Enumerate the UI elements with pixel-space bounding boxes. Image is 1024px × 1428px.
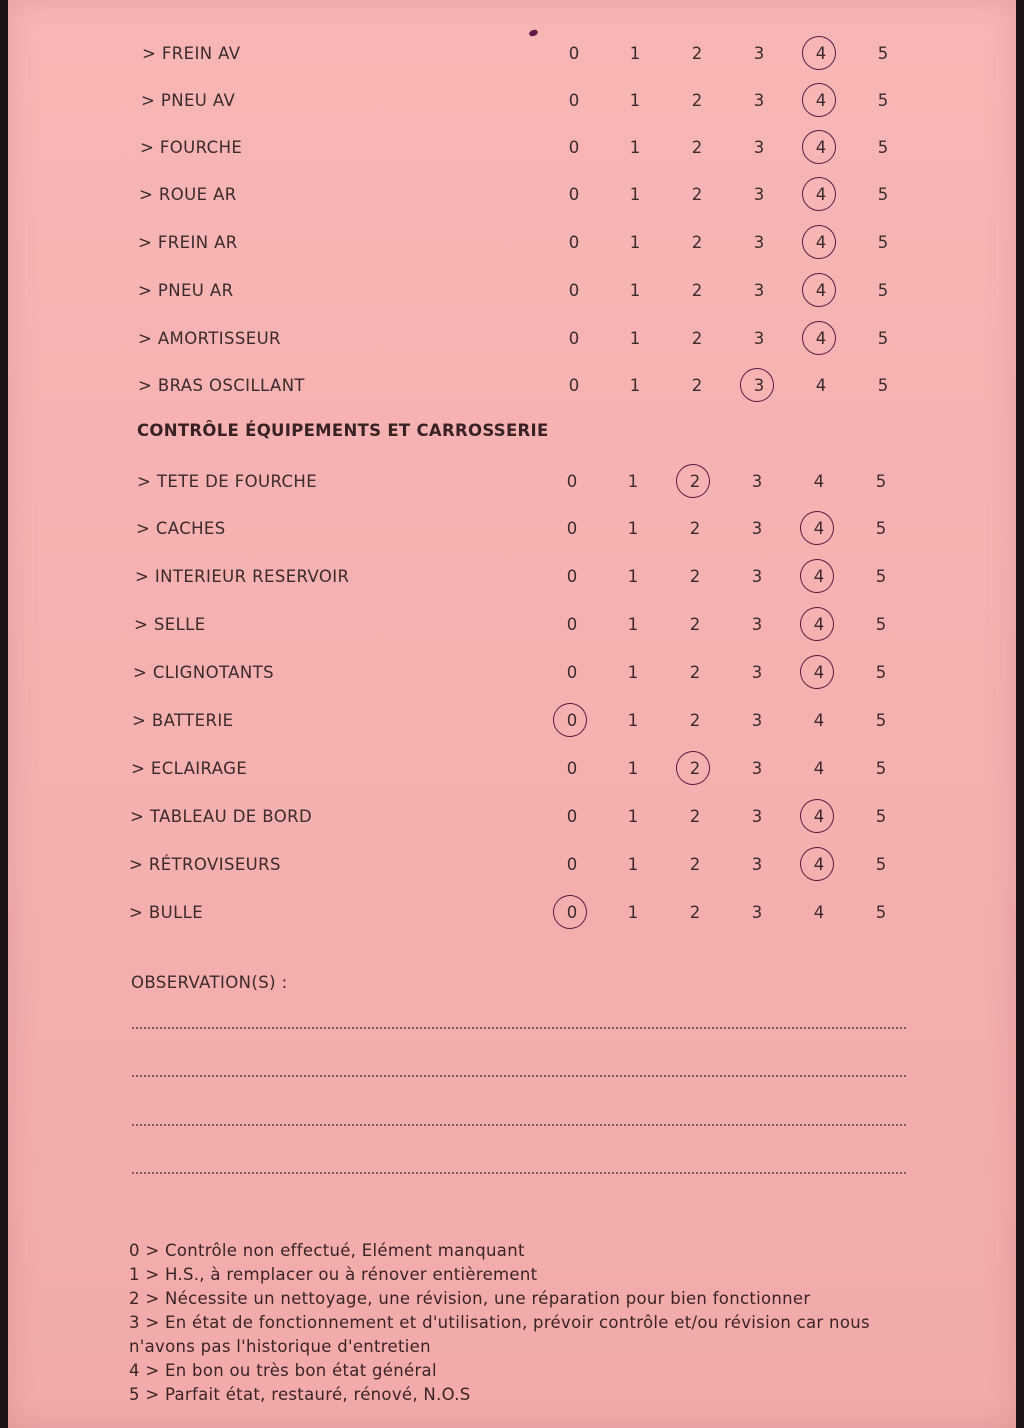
rating-option-3[interactable]: 3 xyxy=(751,759,763,778)
legend-item-3: 3 > En état de fonctionnement et d'utilisation, prévoir contrôle et/ou révision car nous n'avons pas l'historique d'entretien xyxy=(129,1313,876,1356)
rating-option-4[interactable]: 4 xyxy=(804,519,834,538)
rating-option-2[interactable]: 2 xyxy=(689,567,701,586)
rating-option-5[interactable]: 5 xyxy=(877,376,889,395)
rating-option-5[interactable]: 5 xyxy=(877,281,889,300)
checklist-row xyxy=(8,229,1016,259)
rating-option-1[interactable]: 1 xyxy=(627,807,639,826)
rating-option-1[interactable]: 1 xyxy=(629,91,641,110)
rating-option-1[interactable]: 1 xyxy=(627,567,639,586)
rating-option-1[interactable]: 1 xyxy=(629,233,641,252)
rating-option-1[interactable]: 1 xyxy=(629,329,641,348)
rating-option-2[interactable]: 2 xyxy=(680,472,710,491)
rating-option-4[interactable]: 4 xyxy=(806,281,836,300)
rating-option-2[interactable]: 2 xyxy=(689,711,701,730)
rating-option-0[interactable]: 0 xyxy=(568,281,580,300)
rating-option-4[interactable]: 4 xyxy=(804,663,834,682)
rating-option-0[interactable]: 0 xyxy=(568,44,580,63)
checklist-row xyxy=(8,87,1016,117)
rating-option-4[interactable]: 4 xyxy=(806,44,836,63)
rating-option-5[interactable]: 5 xyxy=(875,855,887,874)
checklist-item-label: > FOURCHE xyxy=(140,138,243,157)
rating-option-2[interactable]: 2 xyxy=(691,91,703,110)
rating-option-4[interactable]: 4 xyxy=(804,567,834,586)
rating-option-3[interactable]: 3 xyxy=(751,711,763,730)
rating-option-5[interactable]: 5 xyxy=(877,44,889,63)
checklist-row xyxy=(8,40,1016,70)
rating-option-4[interactable]: 4 xyxy=(804,615,834,634)
rating-option-0[interactable]: 0 xyxy=(566,807,578,826)
legend-item-0: 0 > Contrôle non effectué, Elément manquant xyxy=(129,1241,525,1260)
section-title-equipements: CONTRÔLE ÉQUIPEMENTS ET CARROSSERIE xyxy=(137,421,549,440)
checklist-item-label: > BATTERIE xyxy=(132,711,234,730)
checklist-item-label: > PNEU AV xyxy=(141,91,236,110)
rating-option-1[interactable]: 1 xyxy=(629,281,641,300)
rating-option-0[interactable]: 0 xyxy=(568,138,580,157)
rating-option-4[interactable]: 4 xyxy=(813,472,825,491)
rating-option-4[interactable]: 4 xyxy=(806,185,836,204)
checklist-item-label: > INTERIEUR RESERVOIR xyxy=(135,567,350,586)
rating-option-3[interactable]: 3 xyxy=(753,329,765,348)
rating-option-3[interactable]: 3 xyxy=(753,281,765,300)
rating-option-4[interactable]: 4 xyxy=(813,711,825,730)
rating-option-5[interactable]: 5 xyxy=(875,519,887,538)
rating-option-5[interactable]: 5 xyxy=(875,807,887,826)
rating-option-2[interactable]: 2 xyxy=(691,281,703,300)
rating-option-5[interactable]: 5 xyxy=(877,185,889,204)
rating-option-2[interactable]: 2 xyxy=(689,807,701,826)
inspection-form-sheet xyxy=(8,0,1016,1428)
rating-option-2[interactable]: 2 xyxy=(689,855,701,874)
rating-option-5[interactable]: 5 xyxy=(875,903,887,922)
checklist-item-label: > BRAS OSCILLANT xyxy=(138,376,305,395)
rating-option-3[interactable]: 3 xyxy=(751,807,763,826)
rating-option-1[interactable]: 1 xyxy=(629,44,641,63)
checklist-row xyxy=(8,659,1016,689)
rating-option-0[interactable]: 0 xyxy=(557,903,587,922)
rating-option-0[interactable]: 0 xyxy=(557,711,587,730)
rating-option-1[interactable]: 1 xyxy=(627,615,639,634)
rating-option-0[interactable]: 0 xyxy=(568,91,580,110)
rating-option-2[interactable]: 2 xyxy=(689,519,701,538)
rating-option-3[interactable]: 3 xyxy=(751,567,763,586)
rating-option-3[interactable]: 3 xyxy=(744,376,774,395)
rating-option-0[interactable]: 0 xyxy=(566,567,578,586)
rating-option-1[interactable]: 1 xyxy=(627,855,639,874)
rating-option-2[interactable]: 2 xyxy=(691,185,703,204)
rating-option-4[interactable]: 4 xyxy=(815,376,827,395)
observation-line-3[interactable] xyxy=(132,1124,906,1126)
rating-option-2[interactable]: 2 xyxy=(691,329,703,348)
rating-option-2[interactable]: 2 xyxy=(689,903,701,922)
rating-option-3[interactable]: 3 xyxy=(751,855,763,874)
checklist-item-label: > AMORTISSEUR xyxy=(138,329,281,348)
rating-option-4[interactable]: 4 xyxy=(806,138,836,157)
rating-option-5[interactable]: 5 xyxy=(877,329,889,348)
rating-option-1[interactable]: 1 xyxy=(627,472,639,491)
checklist-item-label: > FREIN AR xyxy=(138,233,238,252)
rating-option-3[interactable]: 3 xyxy=(753,138,765,157)
checklist-item-label: > TABLEAU DE BORD xyxy=(130,807,313,826)
rating-option-2[interactable]: 2 xyxy=(691,44,703,63)
observation-line-1[interactable] xyxy=(132,1027,906,1029)
observation-line-4[interactable] xyxy=(132,1172,906,1174)
checklist-row xyxy=(8,372,1016,402)
rating-option-5[interactable]: 5 xyxy=(877,91,889,110)
rating-option-0[interactable]: 0 xyxy=(566,663,578,682)
rating-option-2[interactable]: 2 xyxy=(689,663,701,682)
checklist-row xyxy=(8,277,1016,307)
checklist-row xyxy=(8,468,1016,498)
rating-option-3[interactable]: 3 xyxy=(751,472,763,491)
pen-mark xyxy=(528,29,539,38)
checklist-row xyxy=(8,899,1016,929)
rating-option-2[interactable]: 2 xyxy=(691,376,703,395)
checklist-row xyxy=(8,515,1016,545)
checklist-row xyxy=(8,563,1016,593)
rating-option-3[interactable]: 3 xyxy=(751,615,763,634)
rating-option-3[interactable]: 3 xyxy=(753,185,765,204)
rating-option-1[interactable]: 1 xyxy=(627,711,639,730)
rating-option-0[interactable]: 0 xyxy=(568,185,580,204)
checklist-item-label: > PNEU AR xyxy=(138,281,234,300)
rating-legend xyxy=(129,1239,899,1407)
rating-option-5[interactable]: 5 xyxy=(875,663,887,682)
rating-option-2[interactable]: 2 xyxy=(691,138,703,157)
rating-option-0[interactable]: 0 xyxy=(566,759,578,778)
rating-option-4[interactable]: 4 xyxy=(804,807,834,826)
rating-option-5[interactable]: 5 xyxy=(877,233,889,252)
rating-option-3[interactable]: 3 xyxy=(751,519,763,538)
checklist-row xyxy=(8,325,1016,355)
rating-option-0[interactable]: 0 xyxy=(566,615,578,634)
rating-option-3[interactable]: 3 xyxy=(753,91,765,110)
legend-item-1: 1 > H.S., à remplacer ou à rénover entièrement xyxy=(129,1265,538,1284)
rating-option-5[interactable]: 5 xyxy=(875,567,887,586)
rating-option-4[interactable]: 4 xyxy=(806,91,836,110)
checklist-item-label: > CLIGNOTANTS xyxy=(133,663,274,682)
checklist-item-label: > CACHES xyxy=(136,519,226,538)
checklist-row xyxy=(8,611,1016,641)
rating-option-3[interactable]: 3 xyxy=(751,663,763,682)
checklist-item-label: > BULLE xyxy=(129,903,204,922)
rating-option-1[interactable]: 1 xyxy=(627,903,639,922)
rating-option-0[interactable]: 0 xyxy=(566,855,578,874)
rating-option-4[interactable]: 4 xyxy=(813,903,825,922)
checklist-item-label: > RÉTROVISEURS xyxy=(129,855,281,874)
rating-option-4[interactable]: 4 xyxy=(806,233,836,252)
rating-option-0[interactable]: 0 xyxy=(568,233,580,252)
legend-item-5: 5 > Parfait état, restauré, rénové, N.O.S xyxy=(129,1385,471,1404)
observation-line-2[interactable] xyxy=(132,1075,906,1077)
rating-option-4[interactable]: 4 xyxy=(806,329,836,348)
rating-option-4[interactable]: 4 xyxy=(804,855,834,874)
rating-option-5[interactable]: 5 xyxy=(875,472,887,491)
checklist-row xyxy=(8,181,1016,211)
rating-option-1[interactable]: 1 xyxy=(629,376,641,395)
checklist-item-label: > ECLAIRAGE xyxy=(131,759,248,778)
rating-option-5[interactable]: 5 xyxy=(875,711,887,730)
rating-option-0[interactable]: 0 xyxy=(566,519,578,538)
rating-option-1[interactable]: 1 xyxy=(629,185,641,204)
checklist-row xyxy=(8,851,1016,881)
rating-option-5[interactable]: 5 xyxy=(877,138,889,157)
rating-option-3[interactable]: 3 xyxy=(753,233,765,252)
checklist-row xyxy=(8,803,1016,833)
legend-item-4: 4 > En bon ou très bon état général xyxy=(129,1361,437,1380)
rating-option-2[interactable]: 2 xyxy=(691,233,703,252)
rating-option-5[interactable]: 5 xyxy=(875,615,887,634)
rating-option-1[interactable]: 1 xyxy=(627,759,639,778)
rating-option-3[interactable]: 3 xyxy=(751,903,763,922)
legend-item-2: 2 > Nécessite un nettoyage, une révision, une réparation pour bien fonctionner xyxy=(129,1289,811,1308)
rating-option-1[interactable]: 1 xyxy=(627,663,639,682)
rating-option-5[interactable]: 5 xyxy=(875,759,887,778)
checklist-item-label: > FREIN AV xyxy=(142,44,241,63)
rating-option-4[interactable]: 4 xyxy=(813,759,825,778)
checklist-item-label: > ROUE AR xyxy=(139,185,237,204)
rating-option-0[interactable]: 0 xyxy=(568,376,580,395)
rating-option-1[interactable]: 1 xyxy=(627,519,639,538)
checklist-item-label: > SELLE xyxy=(134,615,206,634)
observations-label: OBSERVATION(S) : xyxy=(131,973,288,992)
rating-option-0[interactable]: 0 xyxy=(568,329,580,348)
checklist-row xyxy=(8,707,1016,737)
rating-option-2[interactable]: 2 xyxy=(680,759,710,778)
rating-option-3[interactable]: 3 xyxy=(753,44,765,63)
rating-option-2[interactable]: 2 xyxy=(689,615,701,634)
checklist-row xyxy=(8,755,1016,785)
checklist-row xyxy=(8,134,1016,164)
checklist-item-label: > TETE DE FOURCHE xyxy=(137,472,318,491)
rating-option-1[interactable]: 1 xyxy=(629,138,641,157)
rating-option-0[interactable]: 0 xyxy=(566,472,578,491)
